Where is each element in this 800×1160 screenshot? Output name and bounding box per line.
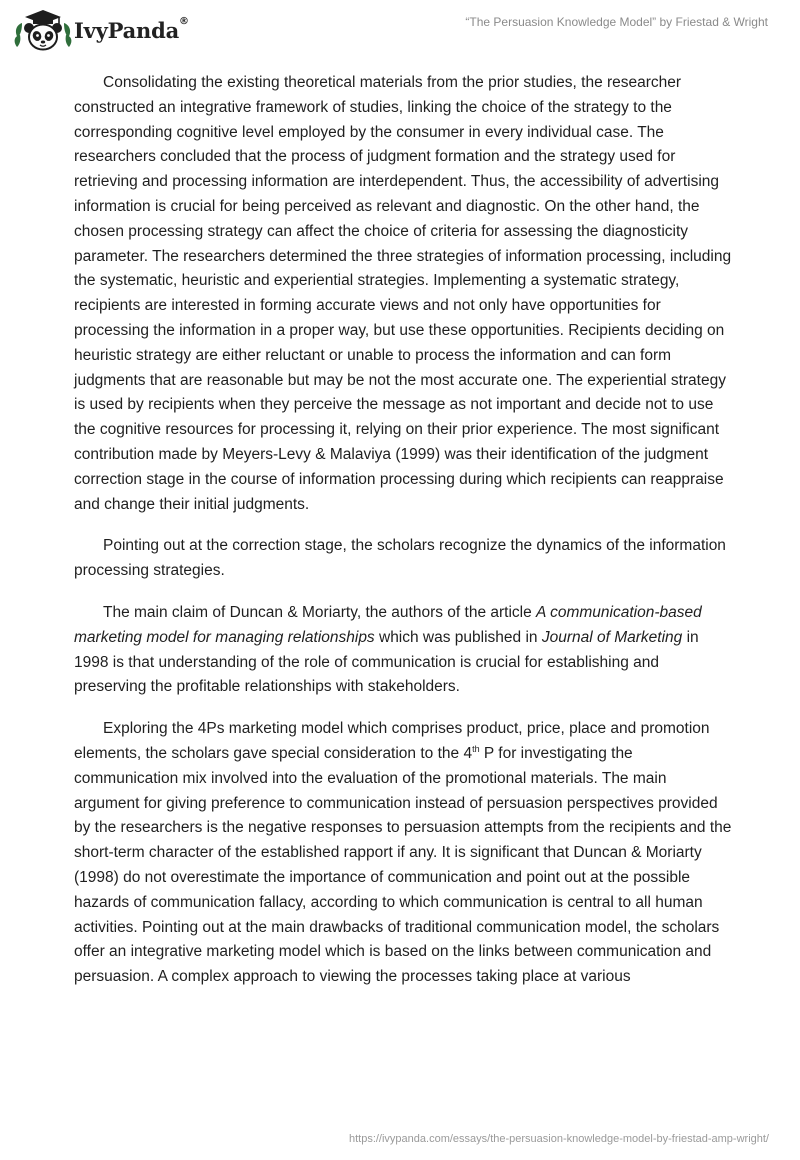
registered-mark: ® xyxy=(179,15,189,27)
paragraph-2: Pointing out at the correction stage, the scholars recognize the dynamics of the information processing strategies. xyxy=(74,537,726,580)
journal-name: Journal of Marketing xyxy=(541,628,683,646)
paragraph-3-text-a: The main claim of Duncan & Moriarty, the authors of the article xyxy=(103,603,537,621)
brand-name: IvyPanda xyxy=(74,17,180,43)
paragraph-4 xyxy=(74,717,734,990)
source-url[interactable]: https://ivypanda.com/essays/the-persuasion-knowledge-model-by-friestad-amp-wright/ xyxy=(348,1133,769,1145)
paragraph-3 xyxy=(74,601,734,700)
paragraph-4-text-a: Exploring the 4Ps marketing model which comprises product, price, place and promotion elements, the scholars gave special consideration to the 4 xyxy=(74,720,710,762)
ivypanda-logo[interactable] xyxy=(14,8,189,52)
paragraph-4-text-b: P for investigating the communication mix involved into the evaluation of the promotional materials. The main argument for giving preference to communication instead of persuasion perspectives provided by the researchers is the negative responses to persuasion attempts from the recipients and the short-term character of the established rapport if any. It is significant that Duncan & Moriarty (1998) do not overestimate the importance of communication and point out at the possible hazards of communication fallacy, according to which communication is central to all human activities. Pointing out at the main drawbacks of traditional communication model, the scholars offer an integrative marketing model which is based on the links between communication and persuasion. A complex approach to viewing the processes taking place at various xyxy=(74,744,732,986)
document-title: “The Persuasion Knowledge Model” by Friestad & Wright xyxy=(465,15,768,29)
paragraph-1: Consolidating the existing theoretical materials from the prior studies, the researcher constructed an integrative framework of studies, linking the choice of the strategy to the corresponding cognitive level employed by the consumer in every individual case. The researchers concluded that the process of judgment formation and the strategy used for retrieving and processing information are interdependent. Thus, the accessibility of advertising information is crucial for being perceived as relevant and diagnostic. On the other hand, the chosen processing strategy can affect the choice of criteria for assessing the diagnosticity parameter. The researchers determined the three strategies of information processing, including the systematic, heuristic and experiential strategies. Implementing a systematic strategy, recipients are interested in forming accurate views and not only have opportunities for processing the information in a proper way, but use these opportunities. Recipients deciding on heuristic strategy are either reluctant or unable to process the information and can form judgments that are reasonable but may be not the most accurate one. The experiential strategy is used by recipients when they perceive the message as not important and decide not to use the cognitive resources for processing it, relying on their prior experience. The most significant contribution made by Meyers-Levy & Malaviya (1999) was their identification of the judgment correction stage in the course of information processing during which recipients can reappraise and change their initial judgments. xyxy=(74,74,732,513)
article-title: A communication-based marketing model for managing relationships xyxy=(74,603,702,646)
ordinal-suffix: th xyxy=(472,743,480,754)
paragraph-3-text-c: which was published in xyxy=(374,628,542,646)
panda-graduate-icon xyxy=(14,8,72,52)
essay-body xyxy=(74,71,734,1007)
paragraph-3-text-e: in 1998 is that understanding of the role of communication is crucial for establishing and preserving the profitable relationships with stakeholders. xyxy=(74,628,699,696)
page-header xyxy=(0,0,800,60)
logo-wordmark xyxy=(74,15,189,43)
